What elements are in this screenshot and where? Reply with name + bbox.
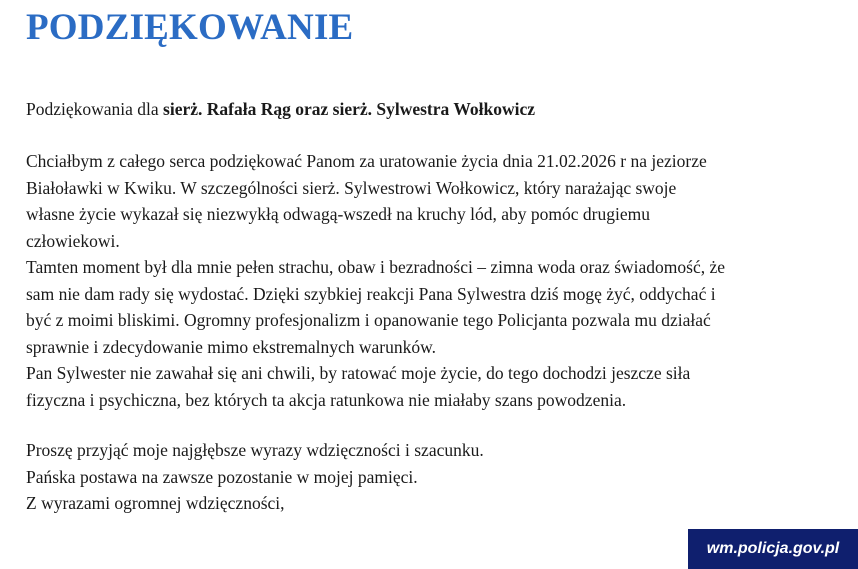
body-line: własne życie wykazał się niezwykłą odwagą-wszedł na kruchy lód, aby pomóc drugiemu bbox=[26, 204, 650, 224]
page-title: PODZIĘKOWANIE bbox=[26, 7, 354, 48]
body-line: Białoławki w Kwiku. W szczególności sierż. Sylwestrowi Wołkowicz, który narażając swoje bbox=[26, 177, 677, 198]
body-line: Chciałbym z całego serca podziękować Panom za uratowanie życia dnia 21.02.2026 r na jeziorze bbox=[26, 151, 707, 171]
body-line: być z moimi bliskimi. Ogromny profesjonalizm i opanowanie tego Policjanta pozwala mu działać bbox=[26, 310, 711, 330]
closing-line: Pańska postawa na zawsze pozostanie w mojej pamięci. bbox=[26, 466, 418, 487]
body-line: fizyczna i psychiczna, bez których ta akcja ratunkowa nie miałaby szans powodzenia. bbox=[26, 389, 627, 410]
body-line: sprawnie i zdecydowanie mimo ekstremalnych warunków. bbox=[26, 336, 436, 357]
body-line: człowiekowi. bbox=[26, 230, 120, 251]
body-line: Tamten moment był dla mnie pełen strachu, obaw i bezradności – zimna woda oraz świadomość, że bbox=[26, 257, 726, 277]
body-line: Pan Sylwester nie zawahał się ani chwili, by ratować moje życie, do tego dochodzi jeszcze siła bbox=[26, 363, 691, 383]
intro-paragraph bbox=[26, 96, 846, 123]
closing-line: Proszę przyjąć moje najgłębsze wyrazy wdzięczności i szacunku. bbox=[26, 440, 484, 460]
closing-paragraph bbox=[26, 437, 846, 517]
body-paragraph bbox=[26, 148, 846, 413]
intro-names: sierż. Rafała Rąg oraz sierż. Sylwestra Wołkowicz bbox=[163, 99, 535, 119]
intro-prefix: Podziękowania dla bbox=[26, 99, 164, 119]
closing-line: Z wyrazami ogromnej wdzięczności, bbox=[26, 493, 285, 513]
intro-line bbox=[26, 96, 846, 123]
body-line: sam nie dam rady się wydostać. Dzięki szybkiej reakcji Pana Sylwestra dziś mogę żyć, oddychać i bbox=[26, 283, 716, 304]
watermark-logo: wm.policja.gov.pl bbox=[688, 529, 858, 569]
